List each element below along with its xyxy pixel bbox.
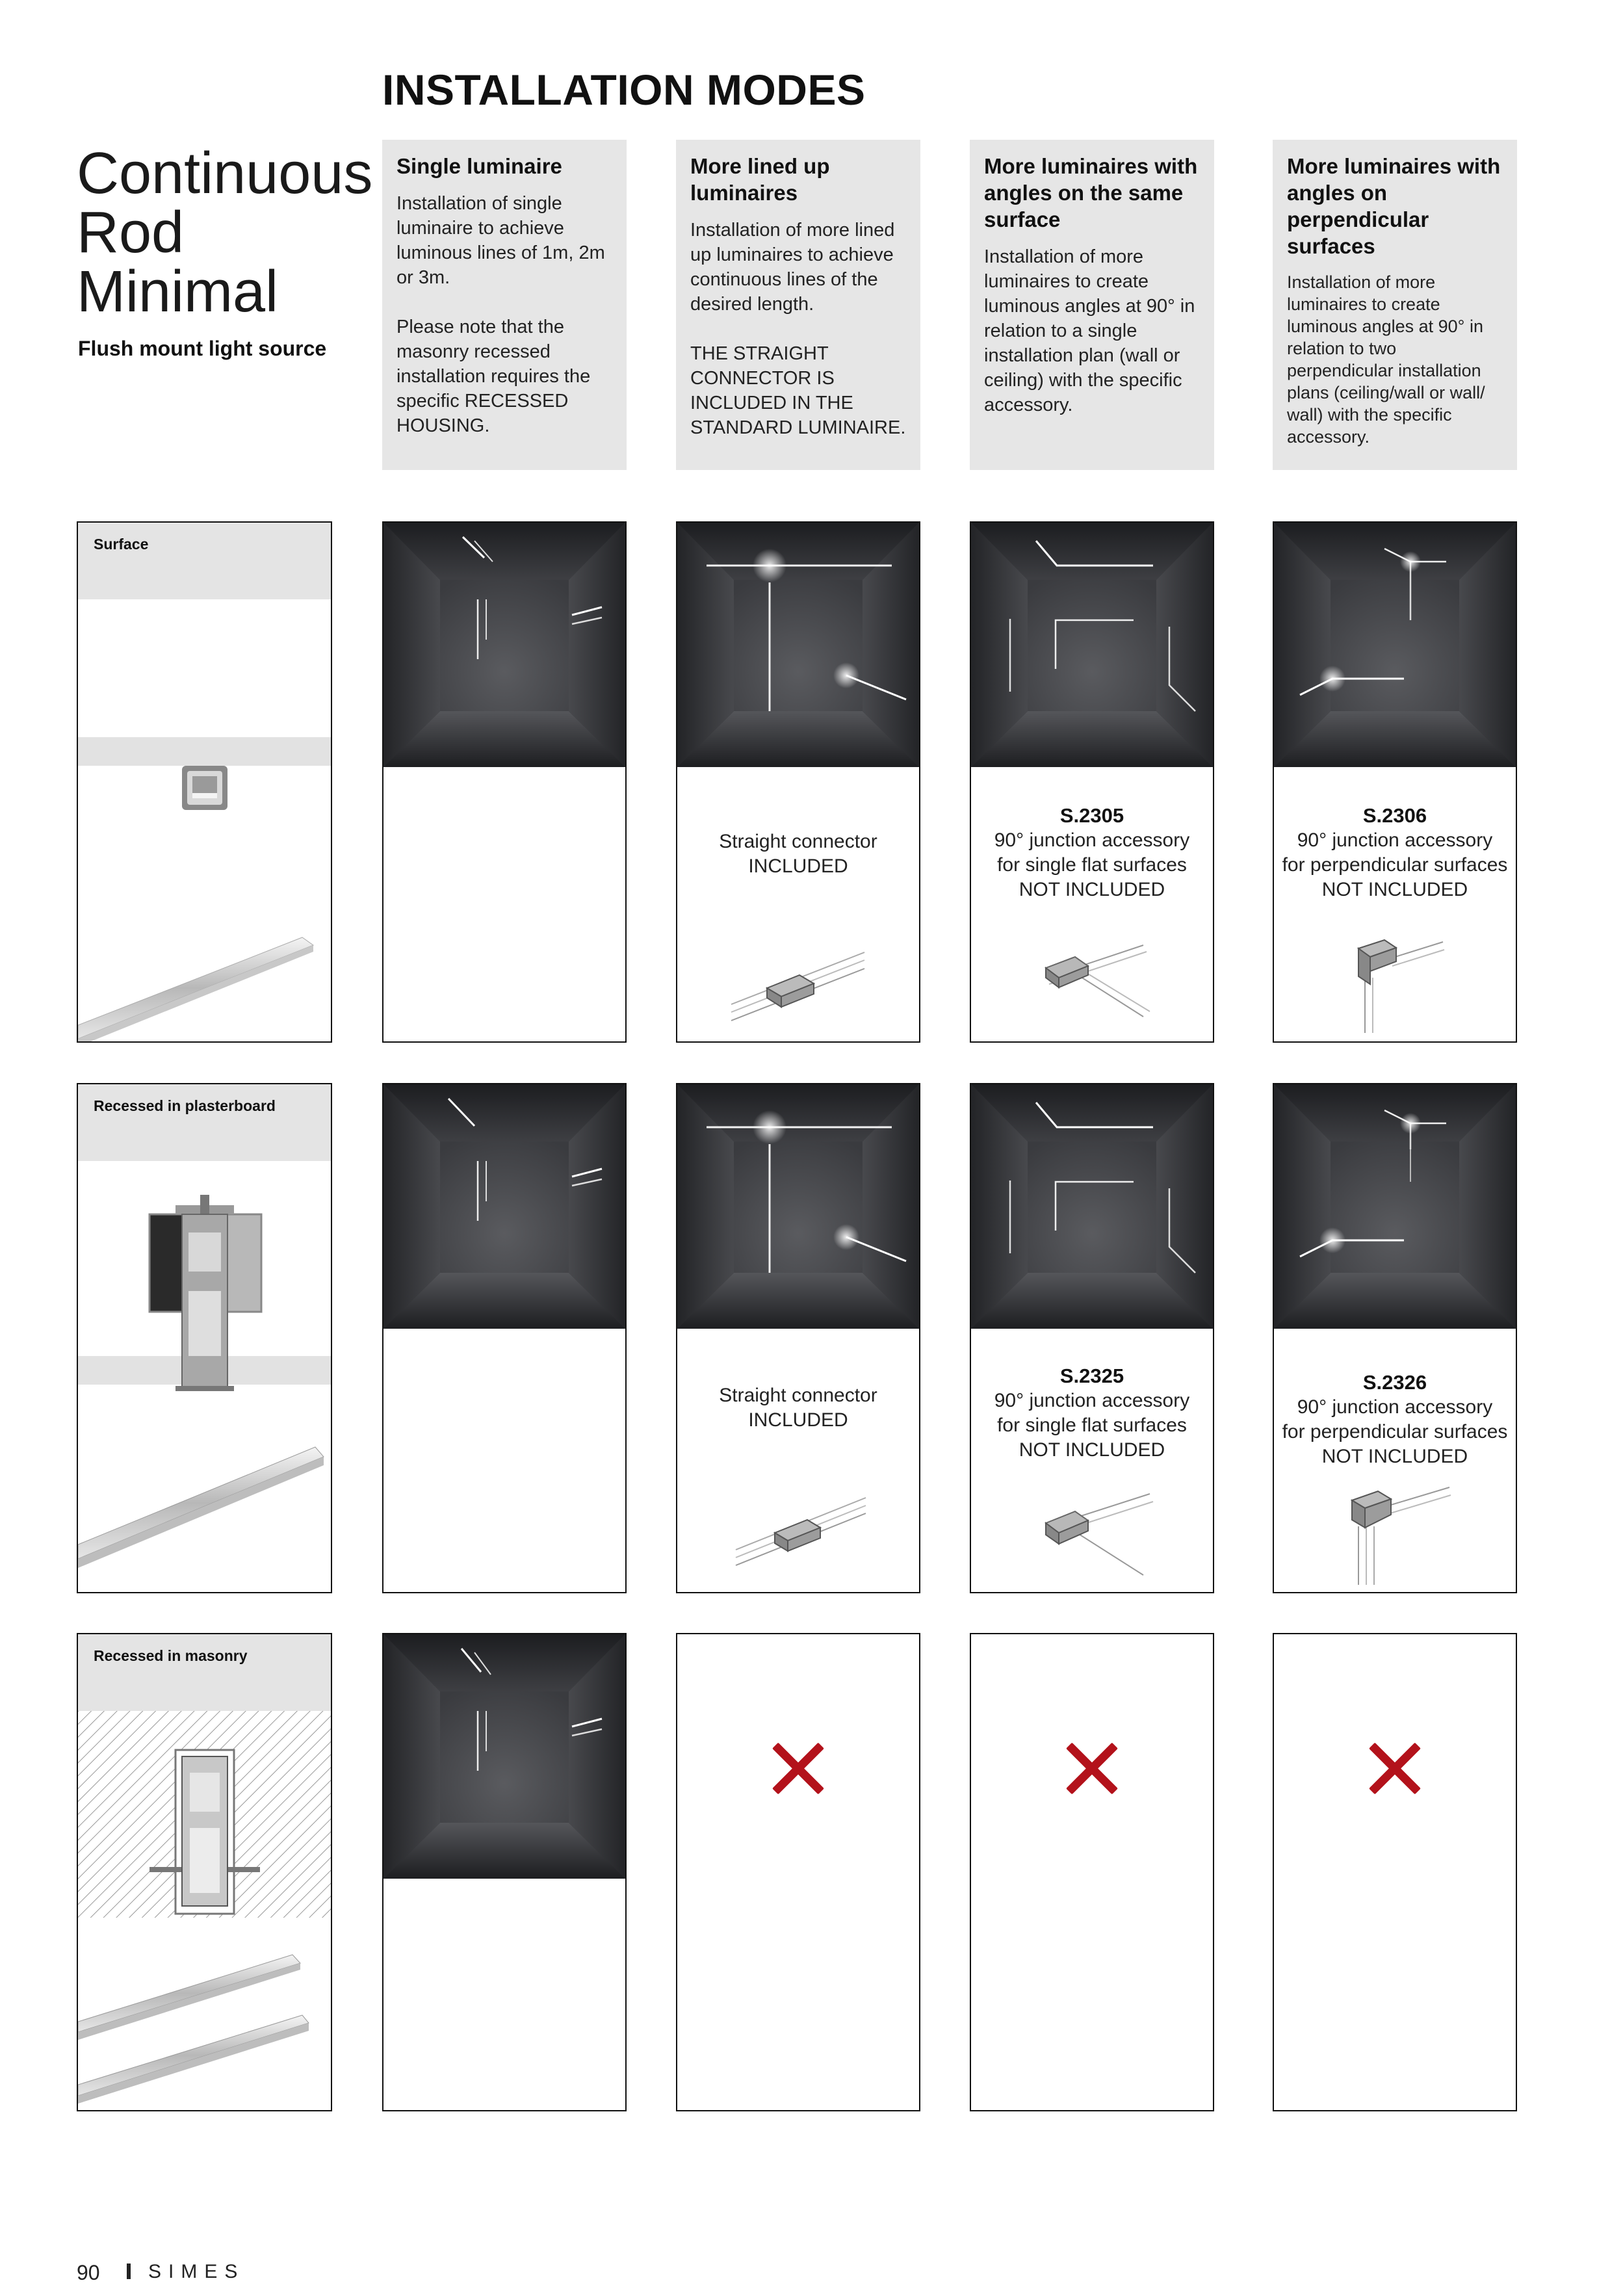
mode-description: Installation of single luminaire to achieve luminous lines of 1m, 2m or 3m. Please note that the masonry recessed installation requires the specific RECESSED HOUSING. xyxy=(396,193,605,436)
junction-accessory-illustration xyxy=(1339,1481,1456,1588)
mode-card-angles-same-surface xyxy=(970,140,1214,470)
mode-title: Single luminaire xyxy=(396,154,562,178)
mode-description: Installation of more luminaires to create luminous angles at 90° in relation to two perpendicular installation plans (ceiling/wall or wall/ wall) with the specific accessory. xyxy=(1287,272,1485,447)
accessory-code: S.2325 xyxy=(1059,1364,1124,1387)
room-render xyxy=(971,1084,1213,1329)
product-title-line: Rod xyxy=(77,200,185,265)
room-render xyxy=(971,523,1213,767)
plasterboard-profile-illustration xyxy=(78,1161,331,1593)
room-render xyxy=(383,1084,625,1329)
mode-title: More luminaires with angles on perpendicular surfaces xyxy=(1287,154,1501,258)
page-number: 90 xyxy=(77,2261,100,2284)
accessory-line: NOT INCLUDED xyxy=(1321,879,1468,900)
footer-divider xyxy=(127,2263,131,2279)
mode-title: More luminaires with angles on the same surface xyxy=(984,154,1198,231)
mode-cell-angles-perpendicular-plasterboard xyxy=(1273,1083,1517,1593)
mode-card-angles-perpendicular xyxy=(1273,140,1517,470)
accessory-code: S.2326 xyxy=(1362,1371,1427,1394)
accessory-caption xyxy=(677,1383,919,1433)
accessory-line: for perpendicular surfaces xyxy=(1282,1421,1508,1442)
mode-card-single xyxy=(382,140,627,470)
product-title-line: Minimal xyxy=(77,259,279,324)
masonry-profile-illustration xyxy=(78,1711,331,2111)
product-title-line: Continuous xyxy=(77,141,373,206)
product-subtitle: Flush mount light source xyxy=(78,337,327,360)
accessory-line: 90° junction accessory xyxy=(1297,1396,1493,1418)
mode-description: Installation of more luminaires to create luminous angles at 90° in relation to a single installation plan (wall or ceiling) with the specific accessory. xyxy=(984,246,1195,415)
mode-description: Installation of more lined up luminaires to achieve continuous lines of the desired length. THE STRAIGHT CONNECTOR IS INCLUDED IN THE STANDARD LUMINAIRE. xyxy=(690,220,906,438)
accessory-line: Straight connector xyxy=(719,831,877,852)
page-title: INSTALLATION MODES xyxy=(382,66,866,114)
mode-cell-single-masonry xyxy=(382,1633,627,2111)
product-title xyxy=(77,141,373,324)
room-render xyxy=(1274,523,1516,767)
installation-type-plasterboard xyxy=(77,1083,332,1593)
straight-connector-illustration xyxy=(729,1474,872,1578)
installation-type-label: Surface xyxy=(78,523,331,599)
junction-accessory-illustration xyxy=(1345,932,1449,1036)
mode-cell-angles-same-surface-masonry xyxy=(970,1633,1214,2111)
room-render xyxy=(1274,1084,1516,1329)
accessory-caption xyxy=(971,1364,1213,1463)
accessory-line: for single flat surfaces xyxy=(997,854,1187,876)
mode-cell-single-plasterboard xyxy=(382,1083,627,1593)
accessory-code: S.2306 xyxy=(1362,804,1427,827)
mode-cell-angles-same-surface xyxy=(970,521,1214,1043)
junction-accessory-illustration xyxy=(1033,932,1156,1023)
not-available-cross-icon xyxy=(770,1740,827,1797)
accessory-line: 90° junction accessory xyxy=(994,1390,1190,1411)
accessory-caption xyxy=(676,829,920,879)
not-available-cross-icon xyxy=(1366,1740,1423,1797)
accessory-line: INCLUDED xyxy=(748,1409,848,1431)
accessory-line: Straight connector xyxy=(719,1385,877,1406)
room-render xyxy=(383,523,625,767)
room-render xyxy=(383,1634,625,1879)
accessory-code: S.2305 xyxy=(1059,804,1124,827)
accessory-line: 90° junction accessory xyxy=(1297,829,1493,851)
accessory-line: NOT INCLUDED xyxy=(1019,879,1165,900)
mode-title: More lined up luminaires xyxy=(690,154,830,205)
accessory-line: INCLUDED xyxy=(748,855,848,877)
mode-cell-angles-same-surface-plasterboard xyxy=(970,1083,1214,1593)
installation-type-label: Recessed in plasterboard xyxy=(78,1084,331,1161)
room-render xyxy=(677,523,919,767)
accessory-caption xyxy=(971,803,1213,902)
installation-type-masonry xyxy=(77,1633,332,2111)
room-render xyxy=(677,1084,919,1329)
mode-cell-lined-up-plasterboard xyxy=(676,1083,920,1593)
accessory-line: NOT INCLUDED xyxy=(1321,1446,1468,1467)
surface-profile-illustration xyxy=(78,599,331,1043)
accessory-line: for perpendicular surfaces xyxy=(1282,854,1508,876)
mode-card-lined-up xyxy=(676,140,920,470)
accessory-line: for single flat surfaces xyxy=(997,1415,1187,1436)
junction-accessory-illustration xyxy=(1033,1484,1163,1578)
brand-name: SIMES xyxy=(148,2261,245,2282)
accessory-line: NOT INCLUDED xyxy=(1019,1439,1165,1461)
mode-cell-angles-perpendicular xyxy=(1273,521,1517,1043)
accessory-caption xyxy=(1274,803,1516,902)
accessory-caption xyxy=(1274,1370,1516,1469)
accessory-line: 90° junction accessory xyxy=(994,829,1190,851)
mode-cell-lined-up-masonry xyxy=(676,1633,920,2111)
mode-cell-single-surface xyxy=(382,521,627,1043)
mode-cell-angles-perpendicular-masonry xyxy=(1273,1633,1517,2111)
installation-type-surface xyxy=(77,521,332,1043)
installation-type-label: Recessed in masonry xyxy=(78,1634,331,1711)
straight-connector-illustration xyxy=(728,933,871,1030)
not-available-cross-icon xyxy=(1063,1740,1121,1797)
